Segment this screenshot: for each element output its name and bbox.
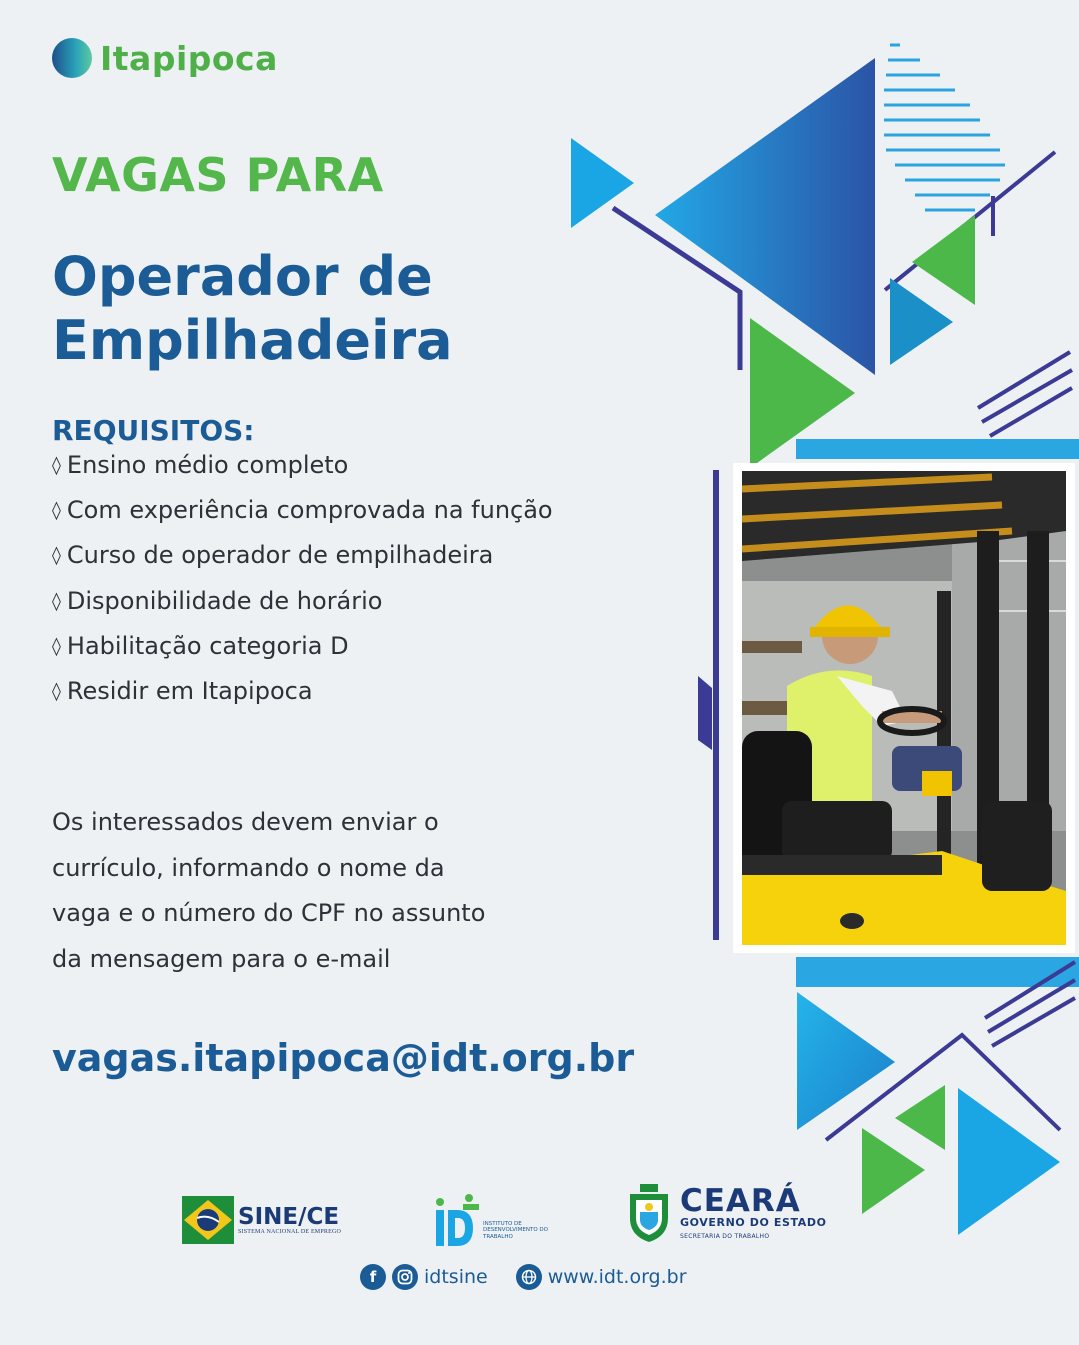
teal-triangle: [890, 278, 953, 365]
idt-subtitle: INSTITUTO DE DESENVOLVIMENTO DO TRABALHO: [483, 1220, 548, 1240]
stripes-mid: [978, 352, 1072, 436]
big-blue-triangle: [655, 58, 875, 375]
social-links: [360, 1264, 687, 1290]
sine-ce-logo: [182, 1196, 341, 1244]
website-link[interactable]: www.idt.org.br: [547, 1266, 687, 1288]
blue-triangle-bottom-left: [797, 992, 895, 1130]
diamond-bullet-icon: ◊: [52, 455, 61, 476]
blue-triangle-bottom-right: [958, 1088, 1060, 1235]
idt-logo: [433, 1192, 553, 1248]
diamond-bullet-icon: ◊: [52, 590, 61, 612]
indigo-bar-left-2: [698, 676, 712, 750]
globe-icon[interactable]: [516, 1264, 542, 1290]
city-dot-icon: [52, 38, 92, 78]
list-item: ◊ Com experiência comprovada na função: [52, 496, 553, 525]
forklift-operator-illustration: [742, 471, 1066, 945]
ceara-coat-of-arms-icon: [626, 1184, 672, 1242]
green-triangle-bottom-2: [862, 1128, 925, 1214]
diamond-bullet-icon: ◊: [52, 500, 61, 522]
requirements-list: [52, 447, 553, 718]
ceara-gov-subtitle: GOVERNO DO ESTADO: [680, 1216, 827, 1229]
vagas-heading: VAGAS PARA: [52, 148, 384, 202]
stripes-top: [884, 45, 1005, 210]
blue-bar-top: [796, 439, 1079, 459]
diamond-bullet-icon: ◊: [52, 545, 61, 567]
forklift-photo: [733, 463, 1075, 953]
ceara-title: CEARÁ: [680, 1183, 801, 1219]
job-title-line-1: Operador de: [52, 245, 433, 308]
city-label: Itapipoca: [100, 38, 278, 78]
job-title-line-2: Empilhadeira: [52, 309, 453, 372]
diamond-bullet-icon: ◊: [52, 635, 61, 657]
application-instructions: Os interessados devem enviar o currículo, informando o nome da vaga e o número do CPF no assunto da mensagem para o e-mail: [52, 808, 486, 973]
idt-mark-icon: [433, 1192, 479, 1248]
green-triangle-bottom-1: [895, 1085, 945, 1150]
indigo-bar-left-1: [713, 470, 719, 940]
job-title: [52, 245, 453, 373]
list-item: ◊ Residir em Itapipoca: [52, 676, 313, 705]
ceara-secretariat: SECRETARIA DO TRABALHO: [680, 1233, 770, 1240]
social-handle[interactable]: idtsine: [424, 1266, 488, 1288]
list-item: ◊ Ensino médio completo: [52, 451, 349, 479]
instagram-icon[interactable]: [392, 1264, 418, 1290]
city-badge: [52, 38, 278, 78]
facebook-icon[interactable]: f: [360, 1264, 386, 1290]
sine-title: SINE/CE: [238, 1204, 340, 1230]
list-item: ◊ Habilitação categoria D: [52, 631, 349, 660]
list-item: ◊ Curso de operador de empilhadeira: [52, 541, 494, 570]
list-item: ◊ Disponibilidade de horário: [52, 586, 383, 615]
blue-bar-bottom: [796, 957, 1079, 987]
green-triangle-top-right: [912, 215, 975, 305]
sine-subtitle: SISTEMA NACIONAL DE EMPREGO: [238, 1229, 342, 1235]
brazil-flag-icon: [182, 1196, 234, 1244]
diamond-bullet-icon: ◊: [52, 680, 61, 702]
contact-email[interactable]: vagas.itapipoca@idt.org.br: [52, 1036, 635, 1080]
requirements-heading: REQUISITOS:: [52, 414, 255, 447]
ceara-government-logo: [626, 1184, 827, 1242]
